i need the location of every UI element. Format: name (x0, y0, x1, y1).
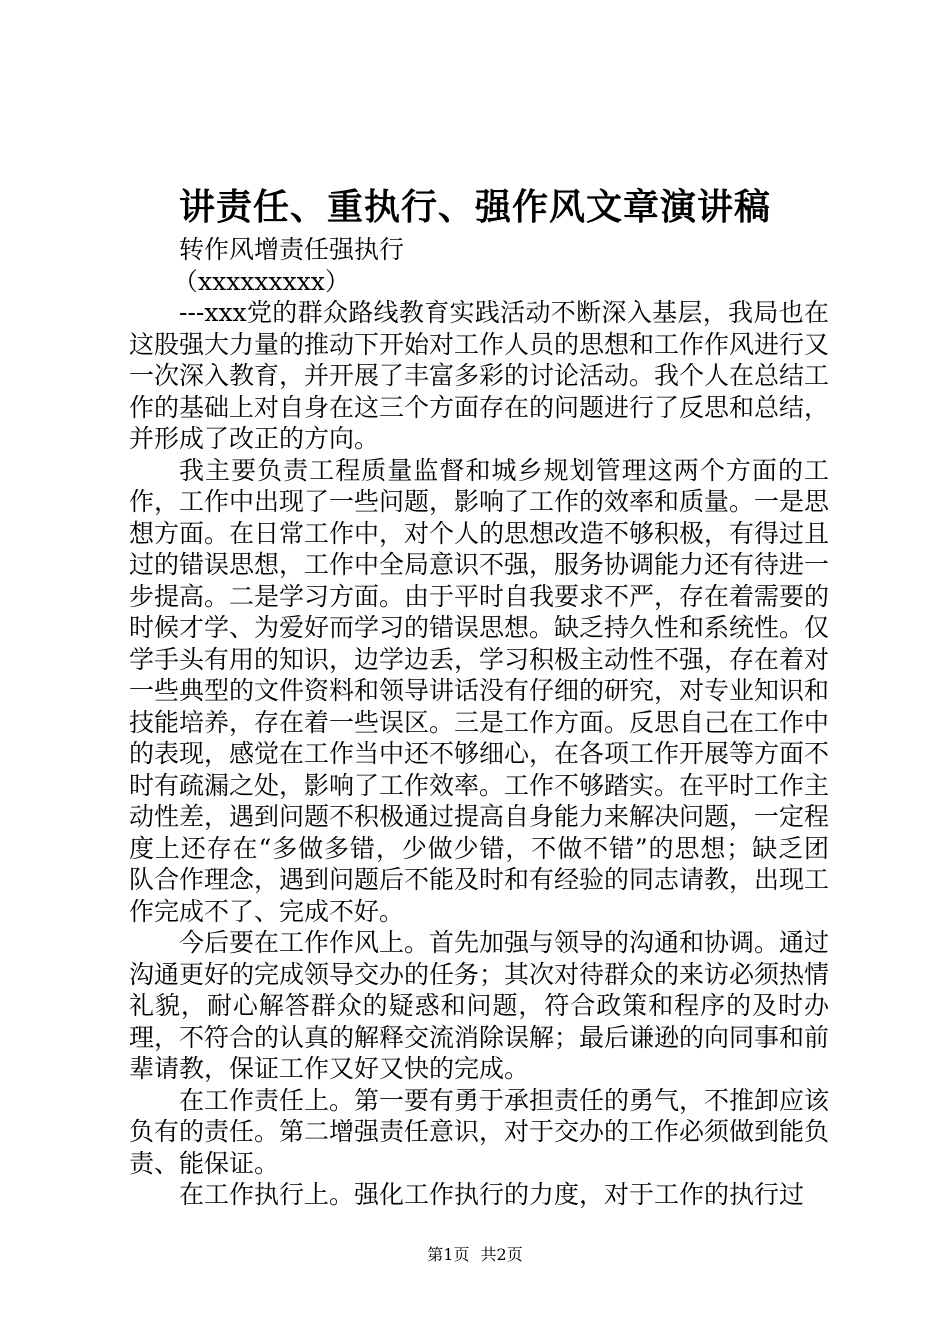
page-number: 第1页 (427, 1245, 470, 1264)
paragraph-execution: 在工作执行上。强化工作执行的力度，对于工作的执行过 (179, 1180, 805, 1209)
paragraph-work-style: 今后要在工作作风上。首先加强与领导的沟通和协调。通过沟通更好的完成领导交办的任务；其次对待群众的来访必须热情礼貌，耐心解答群众的疑惑和问题，符合政策和程序的及时办理，不符合的认真的解释交流消除误解；最后谦逊的向同事和前辈请教，保证工作又好又快的完成。 (129, 928, 830, 1083)
document-subtitle: 转作风增责任强执行 (179, 235, 405, 264)
document-title: 讲责任、重执行、强作风文章演讲稿 (178, 186, 771, 228)
document-author: （xxxxxxxxx） (173, 266, 350, 296)
paragraph-problems: 我主要负责工程质量监督和城乡规划管理这两个方面的工作，工作中出现了一些问题，影响了工作的效率和质量。一是思想方面。在日常工作中，对个人的思想改造不够积极，有得过且过的错误思想，工作中全局意识不强，服务协调能力还有待进一步提高。二是学习方面。由于平时自我要求不严，存在着需要的时候才学、为爱好而学习的错误思想。缺乏持久性和系统性。仅学手头有用的知识，边学边丢，学习积极主动性不强，存在着对一些典型的文件资料和领导讲话没有仔细的研究，对专业知识和技能培养，存在着一些误区。三是工作方面。反思自己在工作中的表现，感觉在工作当中还不够细心，在各项工作开展等方面不时有疏漏之处，影响了工作效率。工作不够踏实。在平时工作主动性差，遇到问题不积极通过提高自身能力来解决问题，一定程度上还存在“多做多错，少做少错，不做不错”的思想；缺乏团队合作理念，遇到问题后不能及时和有经验的同志请教，出现工作完成不了、完成不好。 (129, 455, 830, 926)
paragraph-intro: ---xxx党的群众路线教育实践活动不断深入基层，我局也在这股强大力量的推动下开始对工作人员的思想和工作作风进行又一次深入教育，并开展了丰富多彩的讨论活动。我个人在总结工作的基础上对自身在这三个方面存在的问题进行了反思和总结，并形成了改正的方向。 (129, 298, 830, 453)
paragraph-responsibility: 在工作责任上。第一要有勇于承担责任的勇气，不推卸应该负有的责任。第二增强责任意识，对于交办的工作必须做到能负责、能保证。 (129, 1085, 830, 1178)
page-footer (0, 1242, 950, 1265)
page-total: 共2页 (480, 1245, 523, 1264)
document-body (129, 234, 829, 1211)
